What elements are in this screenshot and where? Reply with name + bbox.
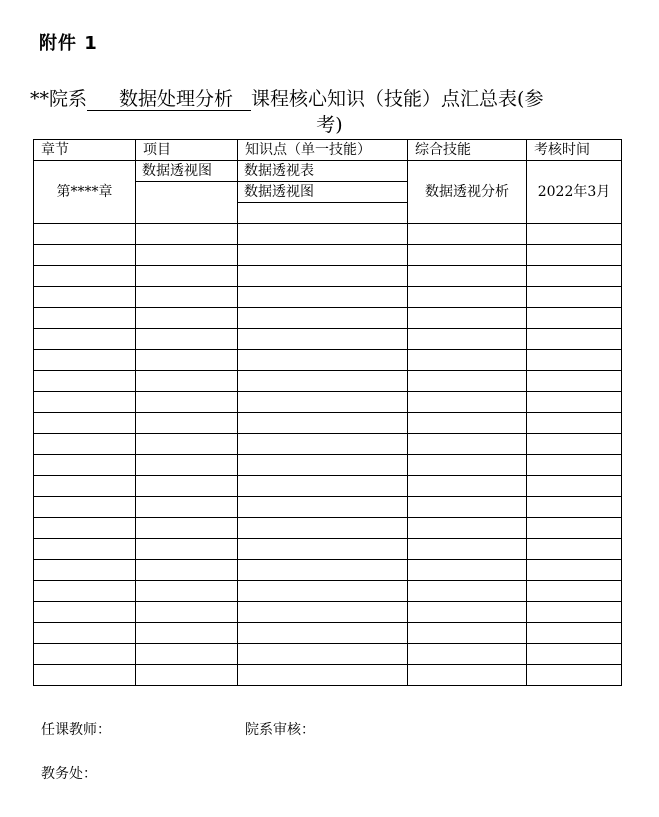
knowledge-point-cell[interactable]: 数据透视图 xyxy=(238,182,408,203)
empty-cell[interactable] xyxy=(527,497,622,518)
chapter-cell[interactable]: 第****章 xyxy=(34,161,136,224)
summary-table xyxy=(33,139,622,686)
empty-cell[interactable] xyxy=(34,602,136,623)
table-row-empty xyxy=(34,602,622,623)
empty-cell[interactable] xyxy=(238,623,408,644)
empty-cell[interactable] xyxy=(34,245,136,266)
empty-cell[interactable] xyxy=(34,539,136,560)
empty-cell[interactable] xyxy=(136,245,238,266)
empty-cell[interactable] xyxy=(136,560,238,581)
dept-review-label: 院系审核： xyxy=(245,722,315,738)
empty-cell[interactable] xyxy=(408,266,527,287)
empty-cell[interactable] xyxy=(136,371,238,392)
col-header-chapter: 章节 xyxy=(34,140,136,161)
empty-cell[interactable] xyxy=(408,455,527,476)
empty-cell[interactable] xyxy=(527,560,622,581)
empty-cell[interactable] xyxy=(238,245,408,266)
table-row-empty xyxy=(34,497,622,518)
empty-cell[interactable] xyxy=(238,392,408,413)
empty-cell[interactable] xyxy=(527,392,622,413)
table-row-empty xyxy=(34,539,622,560)
empty-cell[interactable] xyxy=(408,329,527,350)
empty-cell[interactable] xyxy=(34,224,136,245)
table-row-empty xyxy=(34,665,622,686)
empty-cell[interactable] xyxy=(527,329,622,350)
table-row-empty xyxy=(34,518,622,539)
empty-cell[interactable] xyxy=(238,602,408,623)
empty-cell[interactable] xyxy=(238,413,408,434)
empty-cell[interactable] xyxy=(527,224,622,245)
empty-cell[interactable] xyxy=(238,518,408,539)
title-suffix: 课程核心知识（技能）点汇总表(参 xyxy=(251,88,544,110)
knowledge-point-cell-empty[interactable] xyxy=(238,203,408,224)
empty-cell[interactable] xyxy=(34,434,136,455)
col-header-project: 项目 xyxy=(136,140,238,161)
empty-cell[interactable] xyxy=(238,266,408,287)
table-row-empty xyxy=(34,560,622,581)
empty-cell[interactable] xyxy=(34,350,136,371)
empty-cell[interactable] xyxy=(527,455,622,476)
empty-cell[interactable] xyxy=(527,581,622,602)
empty-cell[interactable] xyxy=(34,455,136,476)
empty-cell[interactable] xyxy=(527,413,622,434)
table-row-empty xyxy=(34,644,622,665)
empty-cell[interactable] xyxy=(238,497,408,518)
empty-cell[interactable] xyxy=(34,665,136,686)
table-row-empty xyxy=(34,266,622,287)
empty-cell[interactable] xyxy=(408,518,527,539)
empty-cell[interactable] xyxy=(408,434,527,455)
empty-cell[interactable] xyxy=(408,581,527,602)
empty-cell[interactable] xyxy=(238,329,408,350)
table-row-empty xyxy=(34,350,622,371)
empty-cell[interactable] xyxy=(238,455,408,476)
empty-cell[interactable] xyxy=(408,623,527,644)
empty-cell[interactable] xyxy=(408,371,527,392)
table-row-empty xyxy=(34,308,622,329)
empty-cell[interactable] xyxy=(136,350,238,371)
form-title-line2: 考) xyxy=(316,114,343,136)
form-title xyxy=(30,86,630,112)
empty-cell[interactable] xyxy=(238,308,408,329)
empty-cell[interactable] xyxy=(136,497,238,518)
exam-time-cell[interactable]: 2022年3月 xyxy=(527,161,622,224)
empty-cell[interactable] xyxy=(136,308,238,329)
empty-cell[interactable] xyxy=(527,665,622,686)
knowledge-point-cell[interactable]: 数据透视表 xyxy=(238,161,408,182)
empty-cell[interactable] xyxy=(136,266,238,287)
project-cell[interactable]: 数据透视图 xyxy=(136,161,238,182)
empty-cell[interactable] xyxy=(34,392,136,413)
empty-cell[interactable] xyxy=(136,602,238,623)
col-header-comprehensive-skill: 综合技能 xyxy=(408,140,527,161)
empty-cell[interactable] xyxy=(34,623,136,644)
empty-cell[interactable] xyxy=(238,476,408,497)
teacher-label: 任课教师： xyxy=(41,722,111,738)
empty-cell[interactable] xyxy=(34,581,136,602)
empty-cell[interactable] xyxy=(136,518,238,539)
table-row-empty xyxy=(34,224,622,245)
empty-cell[interactable] xyxy=(527,350,622,371)
empty-cell[interactable] xyxy=(136,476,238,497)
empty-cell[interactable] xyxy=(408,287,527,308)
table-row-empty xyxy=(34,434,622,455)
table-row-empty xyxy=(34,329,622,350)
course-name-blank: 数据处理分析 xyxy=(87,88,251,111)
empty-cell[interactable] xyxy=(136,287,238,308)
empty-cell[interactable] xyxy=(408,665,527,686)
empty-cell[interactable] xyxy=(136,392,238,413)
empty-cell[interactable] xyxy=(238,434,408,455)
project-cell-empty[interactable] xyxy=(136,182,238,224)
empty-cell[interactable] xyxy=(238,371,408,392)
empty-cell[interactable] xyxy=(34,266,136,287)
empty-cell[interactable] xyxy=(408,245,527,266)
empty-cell[interactable] xyxy=(238,644,408,665)
empty-cell[interactable] xyxy=(136,644,238,665)
table-row-empty xyxy=(34,287,622,308)
empty-cell[interactable] xyxy=(408,308,527,329)
table-row-empty xyxy=(34,476,622,497)
table-row-empty xyxy=(34,623,622,644)
empty-rows xyxy=(34,224,622,686)
table-row xyxy=(34,161,622,182)
empty-cell[interactable] xyxy=(527,266,622,287)
empty-cell[interactable] xyxy=(136,455,238,476)
table-row-empty xyxy=(34,371,622,392)
table-row-empty xyxy=(34,392,622,413)
empty-cell[interactable] xyxy=(238,287,408,308)
table-row-empty xyxy=(34,581,622,602)
empty-cell[interactable] xyxy=(527,434,622,455)
empty-cell[interactable] xyxy=(408,413,527,434)
empty-cell[interactable] xyxy=(34,371,136,392)
empty-cell[interactable] xyxy=(238,224,408,245)
empty-cell[interactable] xyxy=(527,644,622,665)
empty-cell[interactable] xyxy=(238,350,408,371)
empty-cell[interactable] xyxy=(527,539,622,560)
table-row-empty xyxy=(34,245,622,266)
empty-cell[interactable] xyxy=(527,602,622,623)
empty-cell[interactable] xyxy=(34,329,136,350)
empty-cell[interactable] xyxy=(136,539,238,560)
empty-cell[interactable] xyxy=(408,497,527,518)
empty-cell[interactable] xyxy=(527,371,622,392)
empty-cell[interactable] xyxy=(136,413,238,434)
empty-cell[interactable] xyxy=(34,560,136,581)
table-row-empty xyxy=(34,413,622,434)
table-row-empty xyxy=(34,455,622,476)
empty-cell[interactable] xyxy=(34,518,136,539)
attachment-label: 附件 1 xyxy=(39,33,98,54)
title-prefix: **院系 xyxy=(30,88,88,110)
empty-cell[interactable] xyxy=(34,644,136,665)
empty-cell[interactable] xyxy=(527,623,622,644)
empty-cell[interactable] xyxy=(34,413,136,434)
empty-cell[interactable] xyxy=(136,434,238,455)
empty-cell[interactable] xyxy=(527,476,622,497)
empty-cell[interactable] xyxy=(136,329,238,350)
col-header-exam-time: 考核时间 xyxy=(527,140,622,161)
empty-cell[interactable] xyxy=(238,581,408,602)
empty-cell[interactable] xyxy=(238,665,408,686)
empty-cell[interactable] xyxy=(408,224,527,245)
empty-cell[interactable] xyxy=(527,518,622,539)
empty-cell[interactable] xyxy=(136,623,238,644)
empty-cell[interactable] xyxy=(136,665,238,686)
empty-cell[interactable] xyxy=(238,560,408,581)
empty-cell[interactable] xyxy=(34,287,136,308)
empty-cell[interactable] xyxy=(408,644,527,665)
empty-cell[interactable] xyxy=(34,476,136,497)
empty-cell[interactable] xyxy=(34,308,136,329)
comprehensive-skill-cell[interactable]: 数据透视分析 xyxy=(408,161,527,224)
col-header-knowledge-point: 知识点（单一技能） xyxy=(238,140,408,161)
empty-cell[interactable] xyxy=(34,497,136,518)
empty-cell[interactable] xyxy=(238,539,408,560)
table-header-row xyxy=(34,140,622,161)
empty-cell[interactable] xyxy=(527,308,622,329)
empty-cell[interactable] xyxy=(527,287,622,308)
empty-cell[interactable] xyxy=(408,560,527,581)
empty-cell[interactable] xyxy=(408,602,527,623)
empty-cell[interactable] xyxy=(527,245,622,266)
empty-cell[interactable] xyxy=(408,539,527,560)
empty-cell[interactable] xyxy=(408,476,527,497)
academic-affairs-label: 教务处： xyxy=(41,766,97,782)
empty-cell[interactable] xyxy=(408,392,527,413)
empty-cell[interactable] xyxy=(136,581,238,602)
empty-cell[interactable] xyxy=(408,350,527,371)
empty-cell[interactable] xyxy=(136,224,238,245)
